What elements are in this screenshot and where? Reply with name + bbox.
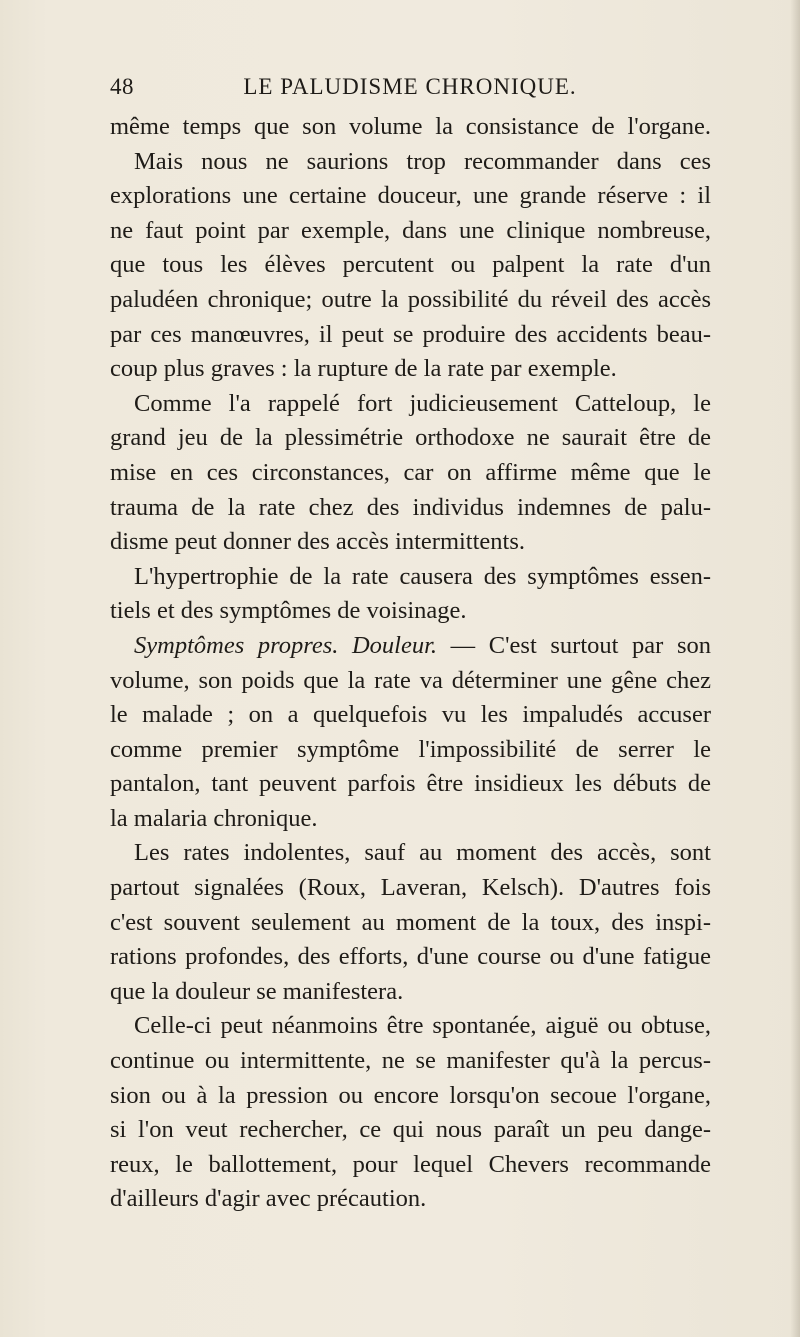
text-line: sion ou à la pression ou encore lorsqu'on secoue l'organe,: [110, 1081, 711, 1109]
text-line: Celle-ci peut néanmoins être spontanée, aiguë ou obtuse,: [134, 1012, 711, 1040]
text-line: c'est souvent seulement au moment de la toux, des inspi-: [110, 908, 711, 936]
section-lead-text: — C'est surtout par son: [437, 631, 711, 659]
text-line: tiels et des symptômes de voisinage.: [110, 597, 467, 625]
page-number: 48: [110, 74, 134, 99]
text-line: que tous les élèves percutent ou palpent la rate d'un: [110, 251, 711, 279]
text-line: rations profondes, des efforts, d'une course ou d'une fatigue: [110, 943, 711, 971]
page-edge-shadow: [790, 0, 800, 1337]
text-line: la malaria chronique.: [110, 804, 318, 832]
text-line: ne faut point par exemple, dans une clinique nombreuse,: [110, 216, 711, 244]
text-line: trauma de la rate chez des individus indemnes de palu-: [110, 493, 711, 521]
text-line: mise en ces circonstances, car on affirme même que le: [110, 458, 711, 486]
text-line: Comme l'a rappelé fort judicieusement Catteloup, le: [134, 389, 711, 417]
text-line: continue ou intermittente, ne se manifester qu'à la percus-: [110, 1047, 711, 1075]
text-line: disme peut donner des accès intermittents.: [110, 528, 526, 556]
running-title: LE PALUDISME CHRONIQUE.: [243, 74, 577, 99]
text-line: reux, le ballottement, pour lequel Chevers recommande: [110, 1150, 711, 1178]
text-line: Mais nous ne saurions trop recommander dans ces: [134, 147, 711, 175]
text-line: coup plus graves : la rupture de la rate par exemple.: [110, 355, 617, 383]
text-line: que la douleur se manifestera.: [110, 977, 404, 1005]
text-line: même temps que son volume la consistance de l'organe.: [110, 113, 711, 140]
body-text: [110, 110, 711, 1217]
section-lead-line: [110, 629, 711, 664]
text-line: d'ailleurs d'agir avec précaution.: [110, 1185, 427, 1213]
text-line: si l'on veut rechercher, ce qui nous paraît un peu dange-: [110, 1116, 711, 1144]
section-heading-italic: Symptômes propres. Douleur.: [134, 631, 438, 659]
text-line: par ces manœuvres, il peut se produire des accidents beau-: [110, 320, 711, 348]
text-line: grand jeu de la plessimétrie orthodoxe ne saurait être de: [110, 424, 711, 452]
text-line: comme premier symptôme l'impossibilité de serrer le: [110, 735, 711, 763]
text-line: pantalon, tant peuvent parfois être insidieux les débuts de: [110, 770, 711, 798]
text-line: explorations une certaine douceur, une grande réserve : il: [110, 182, 711, 210]
text-line: le malade ; on a quelquefois vu les impaludés accuser: [110, 701, 711, 729]
text-line: L'hypertrophie de la rate causera des symptômes essen-: [134, 562, 711, 590]
text-line: Les rates indolentes, sauf au moment des accès, sont: [134, 839, 711, 867]
running-header: [110, 74, 710, 104]
text-line: paludéen chronique; outre la possibilité du réveil des accès: [110, 285, 711, 313]
text-line: volume, son poids que la rate va déterminer une gêne chez: [110, 666, 711, 694]
text-line: partout signalées (Roux, Laveran, Kelsch). D'autres fois: [110, 874, 711, 902]
